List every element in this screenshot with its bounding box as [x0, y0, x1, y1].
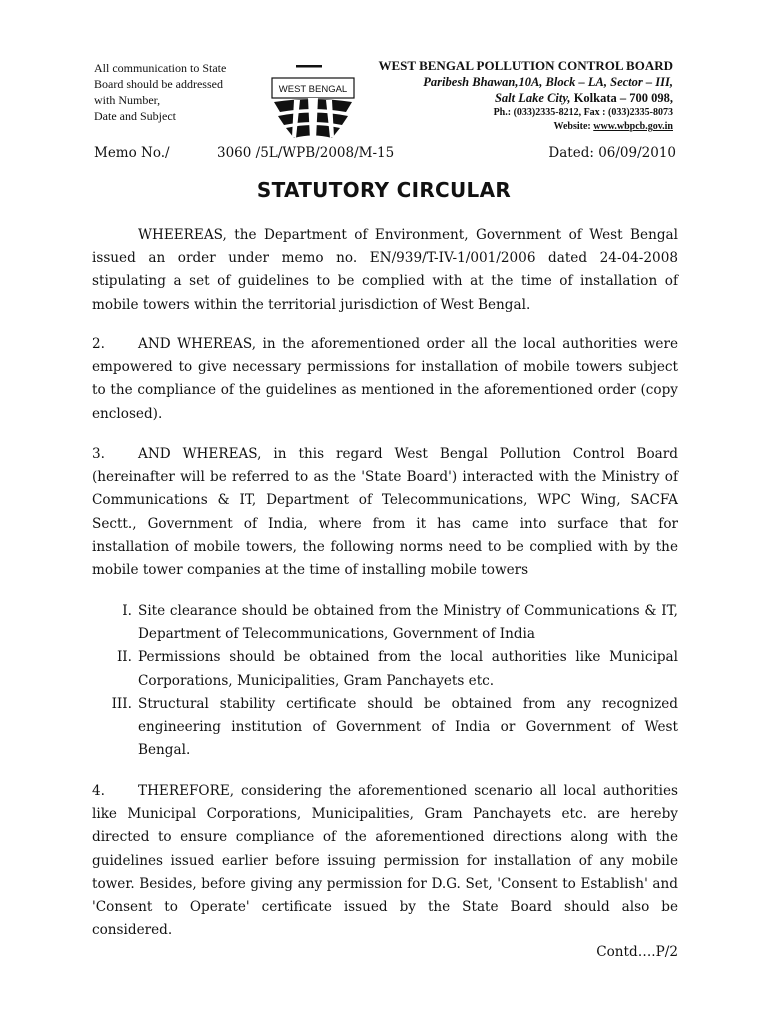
list-item [92, 693, 678, 763]
memo-row [94, 145, 676, 165]
logo-text: WEST BENGAL [278, 84, 348, 95]
list-item [92, 600, 678, 646]
paragraph-number: 2. [92, 336, 105, 352]
note-line: All communication to State [94, 61, 227, 75]
city-name: Salt Lake City, [494, 91, 571, 105]
note-line: Date and Subject [94, 109, 176, 123]
paragraph-number: 4. [92, 783, 105, 799]
list-number: II. [116, 649, 132, 666]
website-label: Website: [553, 121, 594, 132]
page-title: STATUTORY CIRCULAR [256, 178, 512, 202]
memo-number: 3060 /5L/WPB/2008/M-15 [217, 145, 395, 161]
address-line: Paribesh Bhawan,10A, Block – LA, Sector – III, [423, 75, 673, 89]
memo-date: Dated: 06/09/2010 [548, 145, 676, 161]
list-text: Permissions should be obtained from the local authorities like Municipal Corporations, Municipalities, Gram Panchayets etc. [138, 649, 678, 689]
norms-list [92, 600, 678, 762]
continued-note: Contd….P/2 [596, 944, 678, 960]
letterhead [333, 58, 673, 134]
list-number: I. [122, 603, 132, 619]
note-line: with Number, [94, 93, 161, 107]
paragraph-2 [92, 333, 678, 426]
website-line [333, 120, 673, 134]
list-item [92, 646, 678, 692]
paragraph-1: WHEEREAS, the Department of Environment, Government of West Bengal issued an order under memo no. EN/939/T-IV-1/001/2006 dated 24-04-2008 stipulating a set of guidelines to be complied with at the time of installation of mobile towers within the territorial jurisdiction of West Bengal. [92, 227, 678, 313]
paragraph-4 [92, 780, 678, 942]
paragraph-text: AND WHEREAS, in this regard West Bengal Pollution Control Board (hereinafter will be referred to as the 'State Board') interacted with the Ministry of Communications & IT, Department of Telecommunications, WPC Wing, SACFA Sectt., Government of India, where from it has came into surface that for installation of mobile towers, the following norms need to be complied with by the mobile tower companies at the time of installing mobile towers [92, 446, 678, 579]
phone-fax: Ph.: (033)2335-8212, Fax : (033)2335-8073 [493, 107, 673, 118]
org-name: WEST BENGAL POLLUTION CONTROL BOARD [378, 58, 673, 73]
list-number: III. [111, 695, 132, 712]
list-text: Structural stability certificate should be obtained from any recognized engineering institution of Government of India or Government of West Bengal. [138, 695, 678, 759]
paragraph-number: 3. [92, 446, 105, 462]
communication-note [94, 60, 274, 124]
website-link[interactable]: www.wbpcb.gov.in [593, 121, 673, 132]
memo-label: Memo No./ [94, 145, 170, 161]
note-line: Board should be addressed [94, 77, 223, 91]
paragraph-text: AND WHEREAS, in the aforementioned order all the local authorities were empowered to give necessary permissions for installation of mobile towers subject to the compliance of the guidelines as mentioned in the aforementioned order (copy enclosed). [92, 336, 678, 422]
address-line-city [333, 90, 673, 106]
city-rest: Kolkata – 700 098, [570, 91, 673, 105]
paragraph-text: THEREFORE, considering the aforementioned scenario all local authorities like Municipal Corporations, Municipalities, Gram Panchayets etc. are hereby directed to ensure compliance of the aforementioned directions along with the guidelines issued earlier before issuing permission for installation of any mobile tower. Besides, before giving any permission for D.G. Set, 'Consent to Establish' and 'Consent to Operate' certificate issued by the State Board should also be considered. [92, 783, 678, 939]
paragraph-3 [92, 443, 678, 582]
list-text: Site clearance should be obtained from the Ministry of Communications & IT, Department of Telecommunications, Government of India [138, 603, 678, 643]
